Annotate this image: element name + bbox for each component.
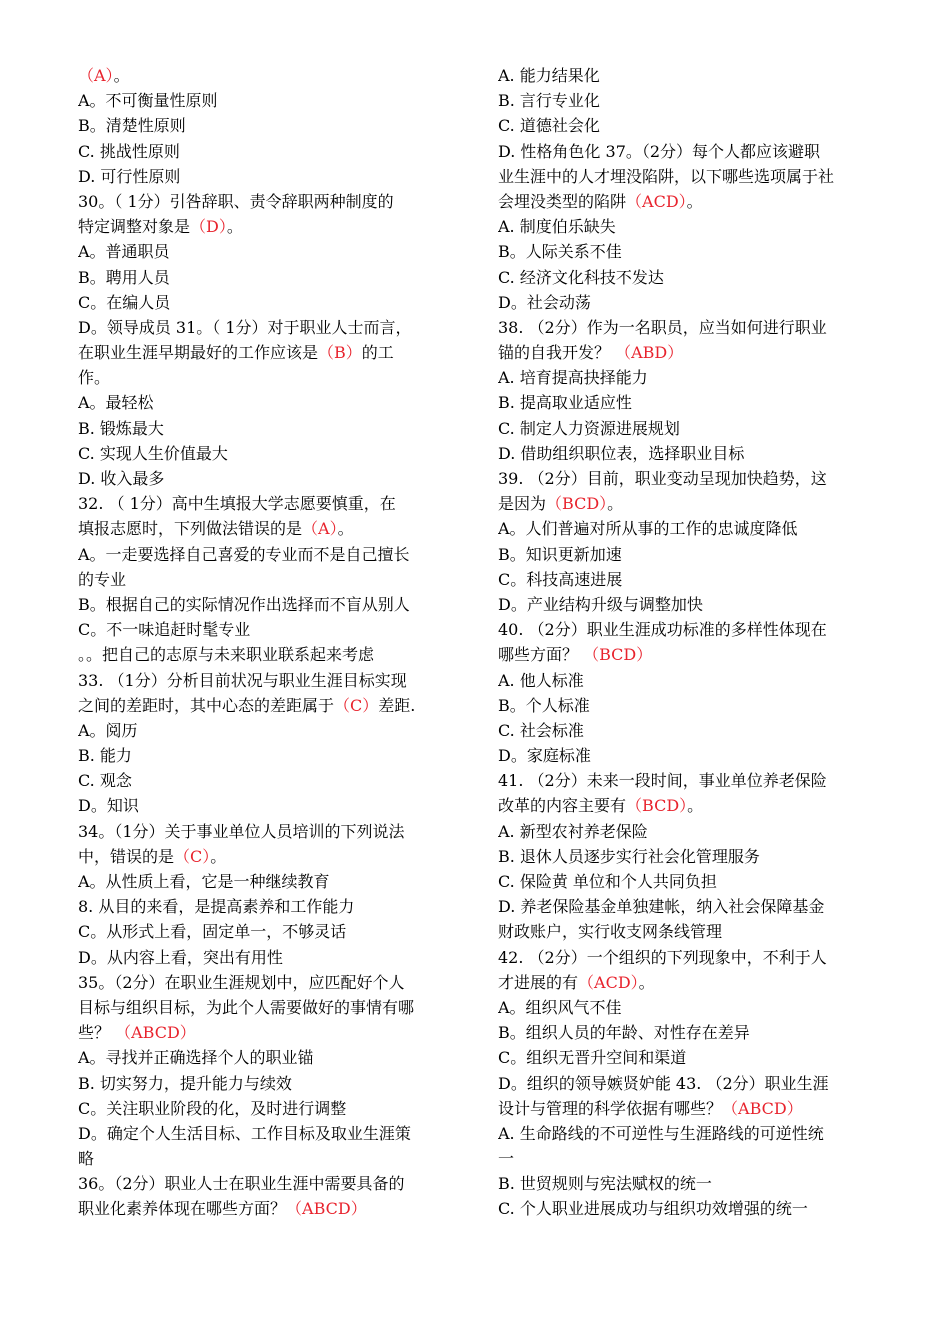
text-line <box>498 819 882 844</box>
text-line <box>498 265 882 290</box>
text-line <box>498 315 882 340</box>
text-segment: 在职业生涯早期最好的工作应该是 <box>78 343 319 363</box>
text-line <box>78 113 460 138</box>
text-segment: D. 性格角色化 37。（2分）每个人都应该避职 <box>498 141 821 161</box>
text-segment: B. 提高取业适应性 <box>498 393 632 413</box>
answer-key: （C） <box>334 695 379 715</box>
text-line <box>78 189 460 214</box>
answer-key: （ABCD） <box>722 1098 803 1118</box>
text-line <box>78 390 460 415</box>
text-line <box>498 567 882 592</box>
text-line <box>78 1146 460 1171</box>
text-line <box>78 315 460 340</box>
text-line <box>78 1096 460 1121</box>
text-line <box>78 793 460 818</box>
text-line <box>78 743 460 768</box>
text-line <box>498 139 882 164</box>
text-segment: 的工 <box>361 343 394 363</box>
text-segment: B. 世贸规则与宪法赋权的统一 <box>498 1174 712 1194</box>
text-line <box>498 743 882 768</box>
text-segment: A. 他人标准 <box>498 670 584 690</box>
text-segment: A. 培育提高抉择能力 <box>498 368 648 388</box>
text-line <box>78 894 460 919</box>
text-segment: C. 社会标准 <box>498 720 584 740</box>
text-line <box>78 491 460 516</box>
text-line <box>78 214 460 239</box>
text-line <box>78 945 460 970</box>
answer-key: （BCD） <box>626 796 688 816</box>
text-line <box>498 869 882 894</box>
text-segment: D。知识 <box>78 796 139 816</box>
text-line <box>498 1196 882 1221</box>
text-segment: C. 道德社会化 <box>498 116 600 136</box>
text-segment: 是因为 <box>498 494 547 514</box>
text-segment: D. 可行性原则 <box>78 166 181 186</box>
text-segment: A。寻找并正确选择个人的职业锚 <box>78 1048 314 1068</box>
answer-key: （A） <box>78 66 114 85</box>
text-segment: D。从内容上看，突出有用性 <box>78 947 283 967</box>
text-segment: 设计与管理的科学依据有哪些？ <box>498 1098 723 1118</box>
text-segment: 填报志愿时，下列做法错误的是 <box>78 519 303 539</box>
text-segment: A。组织风气不佳 <box>498 997 622 1017</box>
text-segment: D。社会动荡 <box>498 292 591 312</box>
text-line <box>498 1045 882 1070</box>
text-segment: 锚的自我开发？ <box>498 343 616 363</box>
text-segment: B. 切实努力，提升能力与续效 <box>78 1073 292 1093</box>
text-line <box>78 340 460 365</box>
text-line <box>78 768 460 793</box>
text-segment: 财政账户，实行收支网条线管理 <box>498 922 723 942</box>
text-line <box>78 592 460 617</box>
text-segment: 哪些方面？ <box>498 645 584 665</box>
text-line <box>78 995 460 1020</box>
text-segment: C。科技高速进展 <box>498 569 623 589</box>
text-line <box>498 516 882 541</box>
text-segment: C. 挑战性原则 <box>78 141 180 161</box>
answer-key: （C） <box>174 846 211 866</box>
text-segment: D. 借助组织职位表，选择职业目标 <box>498 443 745 463</box>
text-segment: A. 新型农衬养老保险 <box>498 821 648 841</box>
left-column <box>78 63 460 1222</box>
text-segment: 33. （1分）分析目前状况与职业生涯目标实现 <box>78 670 407 690</box>
text-line <box>498 693 882 718</box>
text-line <box>78 1171 460 1196</box>
answer-key: （ABCD） <box>286 1199 367 1219</box>
text-line <box>78 718 460 743</box>
text-line <box>498 768 882 793</box>
text-line <box>78 416 460 441</box>
right-column <box>498 63 882 1222</box>
text-segment: 一 <box>498 1149 515 1169</box>
text-line <box>498 642 882 667</box>
answer-key: （D） <box>190 217 227 237</box>
text-line <box>498 718 882 743</box>
text-segment: 。 <box>607 494 624 514</box>
text-segment: C. 经济文化科技不发达 <box>498 267 664 287</box>
text-line <box>498 894 882 919</box>
text-segment: 职业化素养体现在哪些方面？ <box>78 1199 287 1219</box>
text-line <box>78 139 460 164</box>
text-line <box>498 164 882 189</box>
text-line <box>78 441 460 466</box>
text-segment: 之间的差距时，其中心态的差距属于 <box>78 695 335 715</box>
text-segment: 会埋没类型的陷阱 <box>498 191 627 211</box>
text-segment: C。关注职业阶段的化，及时进行调整 <box>78 1098 347 1118</box>
text-segment: 的专业 <box>78 569 127 589</box>
text-segment: 38. （2分）作为一名职员，应当如何进行职业 <box>498 317 827 337</box>
text-line <box>498 214 882 239</box>
text-line <box>78 290 460 315</box>
text-segment: B。人际关系不佳 <box>498 242 622 262</box>
text-line <box>78 466 460 491</box>
text-segment: D. 收入最多 <box>78 469 165 488</box>
answer-key: （ABD） <box>615 343 684 363</box>
text-segment: 。 <box>113 66 130 85</box>
text-line <box>498 441 882 466</box>
text-segment: 。 <box>226 217 243 237</box>
text-segment: A。不可衡量性原则 <box>78 91 218 111</box>
text-segment: B. 能力 <box>78 746 132 766</box>
text-segment: 。 <box>686 191 703 211</box>
text-line <box>498 1171 882 1196</box>
text-segment: D。组织的领导嫉贤妒能 43. （2分）职业生涯 <box>498 1073 829 1093</box>
text-line <box>498 63 882 88</box>
text-line <box>78 1071 460 1096</box>
text-line <box>78 844 460 869</box>
text-line <box>78 1020 460 1045</box>
text-line <box>78 617 460 642</box>
text-line <box>78 919 460 944</box>
text-line <box>498 290 882 315</box>
answer-key: （ACD） <box>578 972 639 992</box>
text-segment: 30。（ 1分）引咎辞职、责令辞职两种制度的 <box>78 191 394 211</box>
text-line <box>498 542 882 567</box>
text-line <box>78 869 460 894</box>
text-line <box>78 567 460 592</box>
text-segment: 改革的内容主要有 <box>498 796 627 816</box>
text-segment: 。 <box>210 846 227 866</box>
text-segment: A. 生命路线的不可逆性与生涯路线的可逆性统 <box>498 1123 824 1143</box>
text-line <box>498 1121 882 1146</box>
text-segment: D。家庭标准 <box>498 746 591 766</box>
text-segment: A。最轻松 <box>78 393 154 413</box>
text-segment: 40. （2分）职业生涯成功标准的多样性体现在 <box>498 620 827 640</box>
text-line <box>498 390 882 415</box>
text-segment: C. 制定人力资源进展规划 <box>498 418 680 438</box>
text-line <box>498 945 882 970</box>
text-line <box>498 340 882 365</box>
text-segment: 34。（1分）关于事业单位人员培训的下列说法 <box>78 821 405 841</box>
text-segment: 业生涯中的人才埋没陷阱，以下哪些选项属于社 <box>498 166 835 186</box>
text-segment: A。阅历 <box>78 720 138 740</box>
text-line <box>78 1045 460 1070</box>
text-segment: 。 <box>638 972 655 992</box>
text-line <box>498 844 882 869</box>
text-segment: C. 个人职业进展成功与组织功效增强的统一 <box>498 1199 808 1219</box>
text-segment: B. 退休人员逐步实行社会化管理服务 <box>498 846 760 866</box>
text-line <box>78 542 460 567</box>
text-line <box>498 592 882 617</box>
text-segment: 才进展的有 <box>498 972 579 992</box>
text-line <box>498 919 882 944</box>
text-segment: 8. 从目的来看，是提高素养和工作能力 <box>78 897 355 917</box>
text-line <box>78 970 460 995</box>
text-segment: 目标与组织目标，为此个人需要做好的事情有哪 <box>78 997 415 1017</box>
text-segment: C. 实现人生价值最大 <box>78 443 228 463</box>
text-segment: A. 能力结果化 <box>498 66 600 85</box>
text-segment: 。。把自己的志原与未来职业联系起来考虑 <box>78 645 375 665</box>
text-segment: 些？ <box>78 1023 116 1043</box>
text-segment: A. 制度伯乐缺失 <box>498 217 616 237</box>
text-line <box>498 466 882 491</box>
text-line <box>498 239 882 264</box>
text-line <box>498 416 882 441</box>
text-line <box>78 642 460 667</box>
text-line <box>78 88 460 113</box>
text-line <box>78 668 460 693</box>
text-segment: B。清楚性原则 <box>78 116 186 136</box>
text-segment: 32. （ 1分）高中生填报大学志愿要慎重，在 <box>78 494 396 514</box>
text-segment: C。组织无晋升空间和渠道 <box>498 1048 687 1068</box>
text-segment: 略 <box>78 1149 95 1169</box>
text-line <box>78 365 460 390</box>
text-segment: 36。（2分）职业人士在职业生涯中需要具备的 <box>78 1174 405 1194</box>
text-line <box>78 1121 460 1146</box>
text-segment: 差距. <box>378 695 416 715</box>
text-line <box>498 793 882 818</box>
text-segment: 。 <box>337 519 354 539</box>
text-line <box>498 365 882 390</box>
text-segment: 中，错误的是 <box>78 846 175 866</box>
answer-key: （ACD） <box>626 191 687 211</box>
text-segment: B。个人标准 <box>498 695 590 715</box>
text-line <box>498 189 882 214</box>
text-line <box>78 164 460 189</box>
text-line <box>78 819 460 844</box>
text-segment: A。人们普遍对所从事的工作的忠诚度降低 <box>498 519 798 539</box>
text-segment: C。从形式上看，固定单一，不够灵话 <box>78 922 347 942</box>
text-line <box>498 491 882 516</box>
text-segment: B。知识更新加速 <box>498 544 622 564</box>
text-segment: D。产业结构升级与调整加快 <box>498 594 703 614</box>
text-line <box>498 617 882 642</box>
text-segment: C. 观念 <box>78 771 132 791</box>
answer-key: （ABCD） <box>115 1023 196 1043</box>
text-line <box>498 113 882 138</box>
text-line <box>498 1071 882 1096</box>
text-segment: 35。（2分）在职业生涯规划中，应匹配好个人 <box>78 972 405 992</box>
text-segment: 42. （2分）一个组织的下列现象中，不利于人 <box>498 947 827 967</box>
text-segment: A。普通职员 <box>78 242 170 262</box>
text-segment: B. 言行专业化 <box>498 91 600 111</box>
text-segment: 作。 <box>78 368 111 388</box>
answer-key: （BCD） <box>546 494 608 514</box>
text-line <box>78 239 460 264</box>
text-line <box>498 995 882 1020</box>
text-segment: B。聘用人员 <box>78 267 170 287</box>
text-segment: B。组织人员的年龄、对性存在差异 <box>498 1023 750 1043</box>
text-line <box>78 516 460 541</box>
text-line <box>498 1096 882 1121</box>
answer-key: （BCD） <box>583 645 653 665</box>
text-line <box>78 1196 460 1221</box>
text-segment: D。确定个人生活目标、工作目标及取业生涯策 <box>78 1123 411 1143</box>
text-segment: 41. （2分）未来一段时间，事业单位养老保险 <box>498 771 827 791</box>
text-segment: D。领导成员 31。（ 1分）对于职业人士而言， <box>78 317 412 337</box>
text-segment: A。从性质上看，它是一种继续教育 <box>78 872 330 891</box>
text-segment: C。不一味追赶时髦专业 <box>78 620 251 640</box>
text-segment: B. 锻炼最大 <box>78 418 164 438</box>
text-segment: 特定调整对象是 <box>78 217 191 237</box>
answer-key: （A） <box>302 519 338 539</box>
text-line <box>498 970 882 995</box>
text-line <box>498 88 882 113</box>
text-segment: C. 保险黄 单位和个人共同负担 <box>498 872 717 891</box>
text-line <box>498 1020 882 1045</box>
text-line <box>498 668 882 693</box>
text-line <box>78 693 460 718</box>
text-line <box>498 1146 882 1171</box>
text-segment: A。一走要选择自己喜爱的专业而不是自己擅长 <box>78 544 410 564</box>
text-segment: 39. （2分）目前，职业变动呈现加快趋势，这 <box>498 469 827 488</box>
text-line <box>78 63 460 88</box>
answer-key: （B） <box>318 343 362 363</box>
text-segment: C。在编人员 <box>78 292 171 312</box>
text-segment: 。 <box>687 796 704 816</box>
text-segment: B。根据自己的实际情况作出选择而不盲从别人 <box>78 594 410 614</box>
text-line <box>78 265 460 290</box>
text-segment: D. 养老保险基金单独建帐，纳入社会保障基金 <box>498 897 825 917</box>
